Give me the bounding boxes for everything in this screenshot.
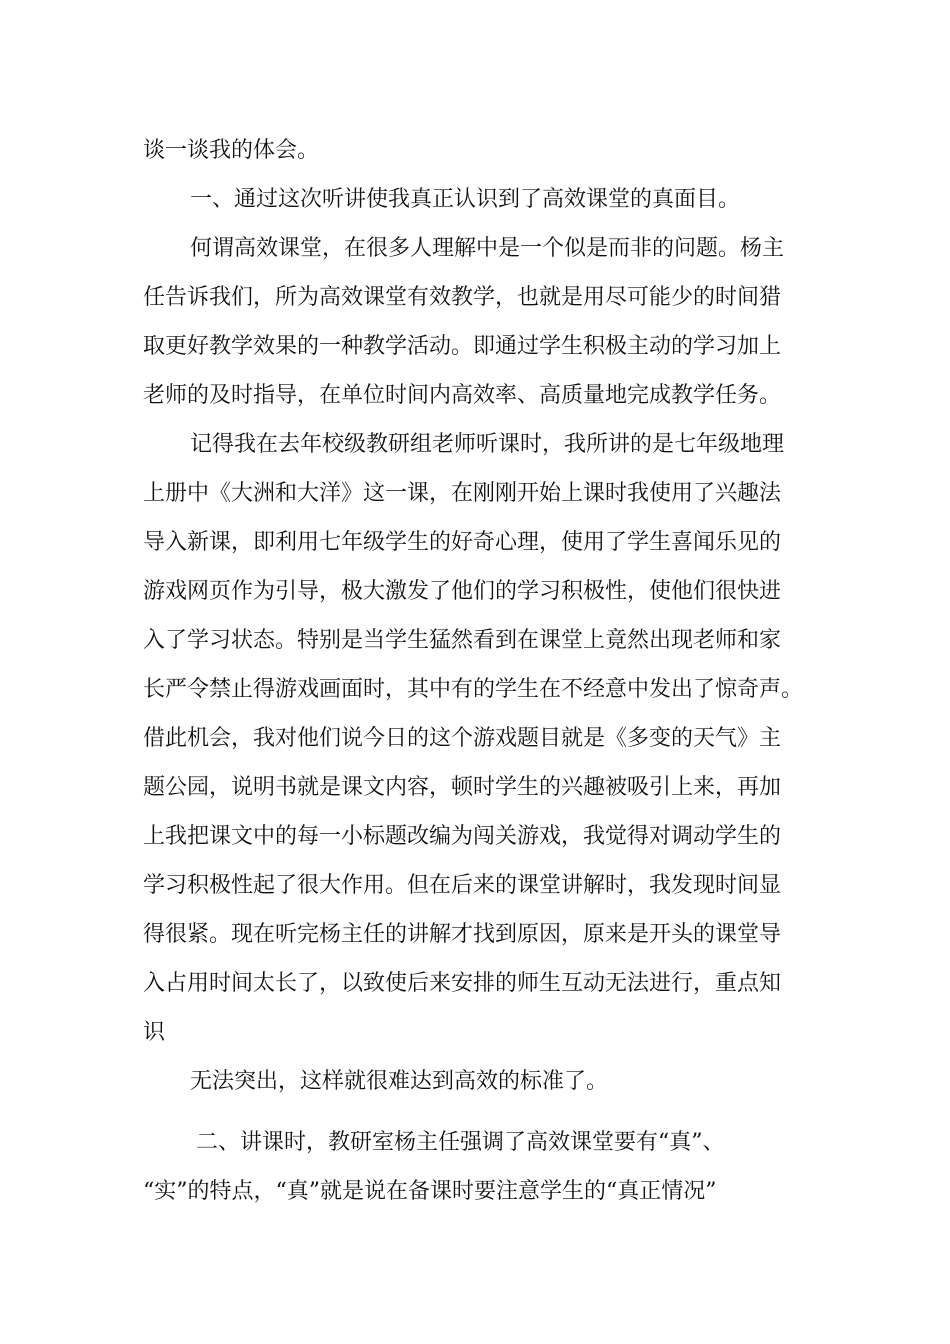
paragraph-line: 学习积极性起了很大作用。但在后来的课堂讲解时，我发现时间显 — [143, 873, 782, 898]
paragraph-line: 上册中《大洲和大洋》这一课，在刚刚开始上课时我使用了兴趣法 — [143, 481, 782, 506]
paragraph-line: 上我把课文中的每一小标题改编为闯关游戏，我觉得对调动学生的 — [143, 824, 782, 849]
paragraph-line: 借此机会，我对他们说今日的这个游戏题目就是《多变的天气》主 — [143, 726, 782, 751]
paragraph-line: 记得我在去年校级教研组老师听课时，我所讲的是七年级地理 — [190, 432, 785, 457]
paragraph-line: 游戏网页作为引导，极大激发了他们的学习积极性，使他们很快进 — [143, 579, 782, 604]
paragraph-line: “实”的特点，“真”就是说在备课时要注意学生的“真正情况” — [143, 1179, 717, 1204]
paragraph-line: 入占用时间太长了，以致使后来安排的师生互动无法进行，重点知 — [143, 971, 782, 996]
paragraph-line: 老师的及时指导，在单位时间内高效率、高质量地完成教学任务。 — [143, 383, 782, 408]
paragraph-line: 任告诉我们，所为高效课堂有效教学，也就是用尽可能少的时间猎 — [143, 285, 782, 310]
paragraph-line: 取更好教学效果的一种教学活动。即通过学生积极主动的学习加上 — [143, 334, 782, 359]
text-line: 谈一谈我的体会。 — [143, 138, 320, 163]
paragraph-line: 导入新课，即利用七年级学生的好奇心理，使用了学生喜闻乐见的 — [143, 530, 782, 555]
paragraph-line: 得很紧。现在听完杨主任的讲解才找到原因，原来是开头的课堂导 — [143, 922, 782, 947]
section-heading-1: 一、通过这次听讲使我真正认识到了高效课堂的真面目。 — [190, 187, 741, 212]
paragraph-line: 何谓高效课堂，在很多人理解中是一个似是而非的问题。杨主 — [190, 236, 785, 261]
paragraph-line: 题公园，说明书就是课文内容，顿时学生的兴趣被吸引上来，再加 — [143, 775, 782, 800]
section-heading-2: 二、讲课时，教研室杨主任强调了高效课堂要有“真”、 — [196, 1130, 725, 1155]
paragraph-line: 入了学习状态。特别是当学生猛然看到在课堂上竟然出现老师和家 — [143, 628, 782, 653]
paragraph-line: 长严令禁止得游戏画面时，其中有的学生在不经意中发出了惊奇声。 — [143, 677, 804, 702]
paragraph-line: 无法突出，这样就很难达到高效的标准了。 — [190, 1069, 609, 1094]
paragraph-line: 识 — [143, 1020, 166, 1045]
